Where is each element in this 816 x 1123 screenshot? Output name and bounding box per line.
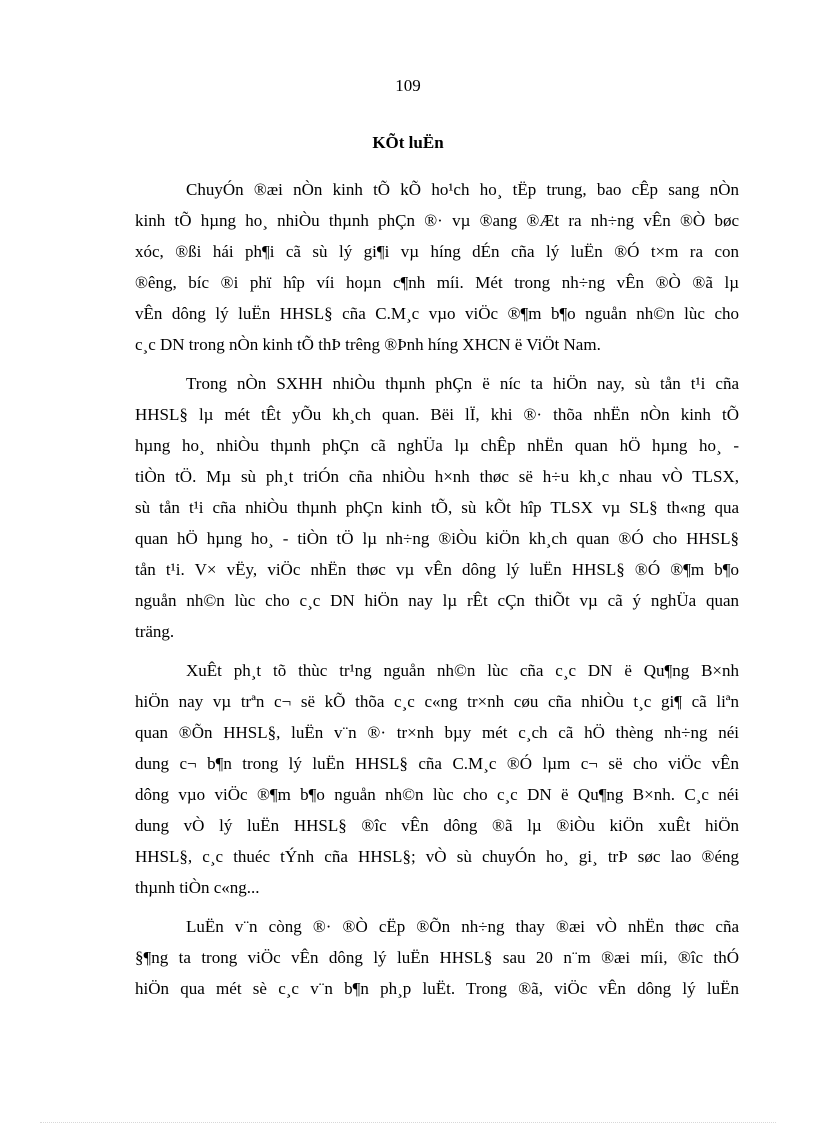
text-line: XuÊt ph¸t tõ thùc tr¹ng nguån nh©n lùc cña c¸c DN ë Qu¶ng B×nh — [186, 661, 739, 680]
text-line: vÊn dông lý luËn HHSL§ cña C.M¸c vµo viÖc ®¶m b¶o nguån nh©n lùc cho — [135, 304, 739, 323]
text-line: Trong nÒn SXHH nhiÒu thµnh phÇn ë níc ta hiÖn nay, sù tån t¹i cña — [186, 374, 739, 393]
text-line: quan ®Õn HHSL§, luËn v¨n ®· tr×nh bµy mét c¸ch cã hÖ thèng nh÷ng néi — [135, 723, 739, 742]
paragraph-1 — [135, 174, 739, 360]
text-line: ®êng, bíc ®i phï hîp víi hoµn c¶nh míi. Mét trong nh÷ng vÊn ®Ò ®ã lµ — [135, 273, 739, 292]
text-line: tiÒn tÖ. Mµ sù ph¸t triÓn cña nhiÒu h×nh thøc së h÷u kh¸c nhau vÒ TLSX, — [135, 467, 739, 486]
text-line: sù tån t¹i cña nhiÒu thµnh phÇn kinh tÕ, sù kÕt hîp TLSX vµ SL§ th«ng qua — [135, 498, 739, 517]
text-line: hµng ho¸ nhiÒu thµnh phÇn cã nghÜa lµ chÊp nhËn quan hÖ hµng ho¸ - — [135, 436, 739, 455]
paragraph-3 — [135, 655, 739, 903]
text-line: HHSL§, c¸c thuéc tÝnh cña HHSL§; vÒ sù chuyÓn ho¸ gi¸ trÞ søc lao ®éng — [135, 847, 739, 866]
section-heading: KÕt luËn — [372, 133, 444, 152]
text-line: §¶ng ta trong viÖc vÊn dông lý luËn HHSL§ sau 20 n¨m ®æi míi, ®îc thÓ — [135, 948, 739, 967]
text-line: tån t¹i. V× vËy, viÖc nhËn thøc vµ vÊn dông lý luËn HHSL§ ®Ó ®¶m b¶o — [135, 560, 739, 579]
text-line: dung vÒ lý luËn HHSL§ ®îc vÊn dông ®ã lµ ®iÒu kiÖn xuÊt hiÖn — [135, 816, 739, 835]
body-text — [135, 174, 739, 1004]
text-line: quan hÖ hµng ho¸ - tiÒn tÖ lµ nh÷ng ®iÒu kiÖn kh¸ch quan ®Ó cho HHSL§ — [135, 529, 739, 548]
text-line: träng. — [135, 622, 175, 641]
text-line: dông vµo viÖc ®¶m b¶o nguån nh©n lùc cho c¸c DN ë Qu¶ng B×nh. C¸c néi — [135, 785, 739, 804]
text-line: dung c¬ b¶n trong lý luËn HHSL§ cña C.M¸c ®Ó lµm c¬ së cho viÖc vÊn — [135, 754, 739, 773]
text-line: LuËn v¨n còng ®· ®Ò cËp ®Õn nh÷ng thay ®æi vÒ nhËn thøc cña — [186, 917, 739, 936]
text-line: hiÖn qua mét sè c¸c v¨n b¶n ph¸p luËt. Trong ®ã, viÖc vÊn dông lý luËn — [135, 979, 739, 998]
text-line: xóc, ®ßi hái ph¶i cã sù lý gi¶i vµ híng dÉn cña lý luËn ®Ó t×m ra con — [135, 242, 739, 261]
text-line: thµnh tiÒn c«ng... — [135, 878, 260, 897]
text-line: kinh tÕ hµng ho¸ nhiÒu thµnh phÇn ®· vµ ®ang ®Æt ra nh÷ng vÊn ®Ò bøc — [135, 211, 739, 230]
text-line: hiÖn nay vµ trªn c¬ së kÕ thõa c¸c c«ng tr×nh cøu cña nhiÒu t¸c gi¶ cã liªn — [135, 692, 739, 711]
text-line: HHSL§ lµ mét tÊt yÕu kh¸ch quan. Bëi lÏ, khi ®· thõa nhËn nÒn kinh tÕ — [135, 405, 739, 424]
paragraph-4 — [135, 911, 739, 1004]
text-line: ChuyÓn ®æi nÒn kinh tÕ kÕ ho¹ch ho¸ tËp trung, bao cÊp sang nÒn — [186, 180, 739, 199]
page-number: 109 — [395, 76, 421, 95]
paragraph-2 — [135, 368, 739, 647]
text-line: nguån nh©n lùc cho c¸c DN hiÖn nay lµ rÊt cÇn thiÕt vµ cã ý nghÜa quan — [135, 591, 739, 610]
text-line: c¸c DN trong nÒn kinh tÕ thÞ trêng ®Þnh híng XHCN ë ViÖt Nam. — [135, 335, 601, 354]
